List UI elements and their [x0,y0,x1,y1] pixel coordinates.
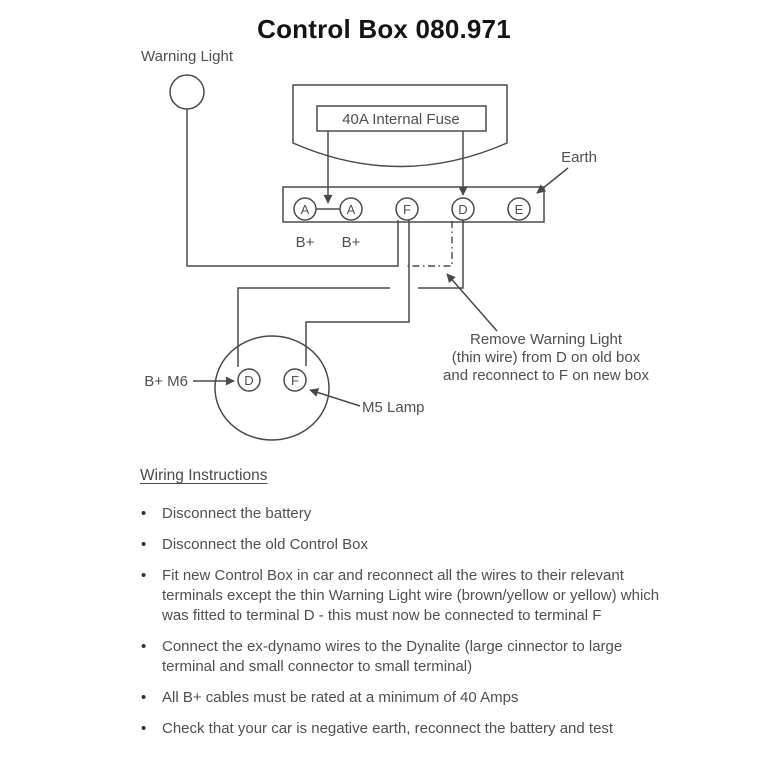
terminal-a2-label: A [346,202,356,217]
old-thin-wire-dashdot [404,221,452,266]
wiring-instructions-heading: Wiring Instructions [140,467,268,484]
terminal-d-label: D [458,202,468,217]
bplus-m6-label: B+ M6 [144,373,188,390]
remove-note-line-2: (thin wire) from D on old box [451,349,641,366]
remove-note-arrow [447,274,497,331]
fuse-label: 40A Internal Fuse [342,111,460,128]
terminal-f-label: F [403,202,411,217]
round-connector-group [144,336,424,440]
bplus-label-1: B+ [295,234,315,251]
list-item: • All B+ cables must be rated at a minimum of 40 Amps [140,688,672,708]
list-item: • Check that your car is negative earth, reconnect the battery and test [140,719,672,739]
list-item: • Connect the ex-dynamo wires to the Dynalite (large cinnector to large terminal and small connector to small terminal) [140,637,672,677]
terminal-strip-group [283,149,597,251]
m5-lamp-label: M5 Lamp [362,399,425,416]
remove-note-line-3: and reconnect to F on new box [443,367,649,384]
wiring-instructions-list [140,504,672,739]
remove-note-group [443,274,649,384]
wiring-instructions-section [140,466,672,750]
connector-f-label: F [291,373,299,388]
warning-light-bulb [170,75,204,109]
m5-lamp-arrow [310,390,360,406]
warning-light-label: Warning Light [141,48,233,65]
fuse-housing-group [293,85,507,203]
round-connector [215,336,329,440]
bplus-label-2: B+ [341,234,361,251]
terminal-a1-label: A [300,202,310,217]
page-title: Control Box 080.971 [257,14,511,44]
connector-d-label: D [244,373,254,388]
list-item: • Disconnect the old Control Box [140,535,672,555]
remove-note-line-1: Remove Warning Light [469,331,623,348]
list-item: • Disconnect the battery [140,504,672,524]
terminal-e-label: E [514,202,524,217]
earth-label: Earth [561,149,597,166]
list-item: • Fit new Control Box in car and reconnect all the wires to their relevant terminals except the thin Warning Light wire (brown/yellow or yellow) which was fitted to terminal D - this must now be connected to terminal F [140,566,672,626]
earth-arrow [537,168,568,193]
